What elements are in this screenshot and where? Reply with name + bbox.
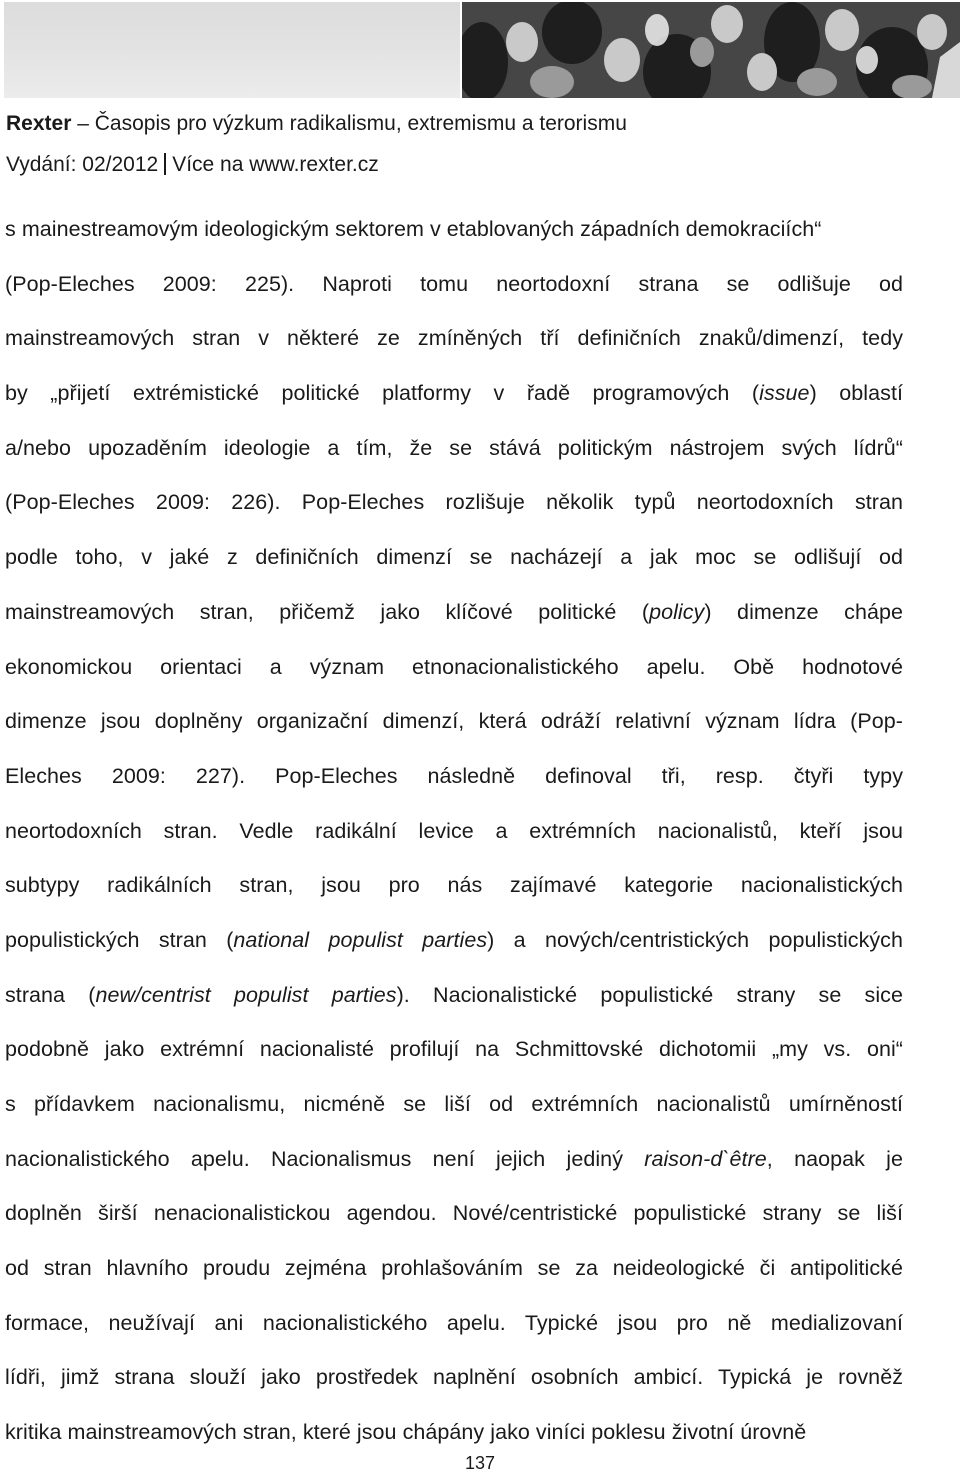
- text-segment: mainstreamových stran, přičemž jako klíčové politické (: [5, 599, 650, 624]
- text-segment: (Pop-Eleches 2009: 226). Pop-Eleches rozlišuje několik typů neortodoxních stran: [5, 490, 903, 515]
- text-segment: kritika mainstreamových stran, které jsou chápány jako viníci poklesu životní úrovně: [5, 1420, 807, 1445]
- text-line: [5, 267, 903, 322]
- title-dash: –: [71, 112, 95, 135]
- page-header-banner: [0, 0, 960, 100]
- text-segment: ) oblastí: [809, 381, 903, 406]
- italic-term: national populist parties: [233, 927, 488, 952]
- text-line: [5, 1087, 903, 1142]
- text-line: [5, 1306, 903, 1361]
- text-segment: strana (: [5, 982, 96, 1007]
- page-number: 137: [464, 1453, 496, 1473]
- header-crowd-photo: [462, 2, 960, 98]
- text-line: [5, 1142, 903, 1197]
- text-line: [5, 540, 903, 595]
- italic-term: new/centrist populist parties: [95, 982, 397, 1007]
- issue-number: Vydání: 02/2012: [6, 153, 159, 176]
- text-line: [5, 595, 903, 650]
- journal-title: [6, 111, 627, 137]
- text-segment: podobně jako extrémní nacionalisté profilují na Schmittovské dichotomii „my vs. oni“: [5, 1037, 903, 1062]
- text-segment: subtypy radikálních stran, jsou pro nás zajímavé kategorie nacionalistických: [5, 873, 903, 898]
- header-gray-panel: [4, 2, 460, 98]
- italic-term: raison-d`être: [644, 1146, 767, 1171]
- text-segment: (Pop-Eleches 2009: 225). Naproti tomu neortodoxní strana se odlišuje od: [5, 271, 903, 296]
- text-segment: Eleches 2009: 227). Pop-Eleches následně definoval tři, resp. čtyři typy: [5, 763, 903, 788]
- website-link-text: Více na www.rexter.cz: [172, 153, 379, 176]
- text-line: [5, 978, 903, 1033]
- text-segment: neortodoxních stran. Vedle radikální levice a extrémních nacionalistů, kteří jsou: [5, 818, 903, 843]
- text-segment: ekonomickou orientaci a význam etnonacionalistického apelu. Obě hodnotové: [5, 654, 903, 679]
- text-segment: formace, neužívají ani nacionalistického apelu. Typické jsou pro ně medializovaní: [5, 1310, 903, 1335]
- italic-term: issue: [759, 381, 810, 406]
- text-line: [5, 704, 903, 759]
- text-segment: by „přijetí extrémistické politické platformy v řadě programových (: [5, 381, 760, 406]
- text-line: [5, 868, 903, 923]
- text-line: [5, 814, 903, 869]
- article-body: [5, 212, 903, 1470]
- text-segment: dimenze jsou doplněny organizační dimenzí, která odráží relativní význam lídra (Pop-: [5, 709, 903, 734]
- text-line: [5, 923, 903, 978]
- text-segment: od stran hlavního proudu zejména prohlašováním se za neideologické či antipolitické: [5, 1256, 903, 1281]
- text-segment: s přídavkem nacionalismu, nicméně se liší od extrémních nacionalistů umírněností: [5, 1092, 903, 1116]
- text-line: [5, 321, 903, 376]
- text-segment: ) a nových/centristických populistických: [487, 927, 903, 952]
- italic-term: policy: [649, 599, 705, 624]
- journal-subtitle: Časopis pro výzkum radikalismu, extremismu a terorismu: [94, 112, 627, 135]
- text-segment: populistických stran (: [5, 927, 234, 952]
- text-line: [5, 1196, 903, 1251]
- text-line: [5, 485, 903, 540]
- text-segment: ) dimenze chápe: [704, 599, 903, 624]
- text-segment: mainstreamových stran v některé ze zmíněných tří definičních znaků/dimenzí, tedy: [5, 326, 903, 351]
- text-segment: , naopak je: [766, 1146, 903, 1171]
- text-line: [5, 1360, 903, 1415]
- issue-separator: [164, 153, 166, 175]
- text-segment: lídři, jimž strana slouží jako prostředek naplnění osobních ambicí. Typická je rovněž: [5, 1365, 903, 1390]
- text-segment: a/nebo upozaděním ideologie a tím, že se stává politickým nástrojem svých lídrů“: [5, 435, 903, 460]
- text-line: [5, 1032, 903, 1087]
- text-line: [5, 759, 903, 814]
- text-line: [5, 212, 903, 267]
- journal-brand: Rexter: [6, 112, 72, 135]
- issue-info: [6, 152, 379, 178]
- text-segment: podle toho, v jaké z definičních dimenzí se nacházejí a jak moc se odlišují od: [5, 545, 903, 570]
- text-segment: s mainestreamovým ideologickým sektorem v etablovaných západních demokraciích“: [5, 217, 822, 241]
- text-segment: doplněn širší nenacionalistickou agendou. Nové/centristické populistické strany se liší: [5, 1201, 903, 1226]
- text-segment: nacionalistického apelu. Nacionalismus není jejich jediný: [5, 1146, 645, 1171]
- text-line: [5, 650, 903, 705]
- text-line: [5, 376, 903, 431]
- text-line: [5, 431, 903, 486]
- text-line: [5, 1251, 903, 1306]
- text-segment: ). Nacionalistické populistické strany se sice: [396, 982, 903, 1007]
